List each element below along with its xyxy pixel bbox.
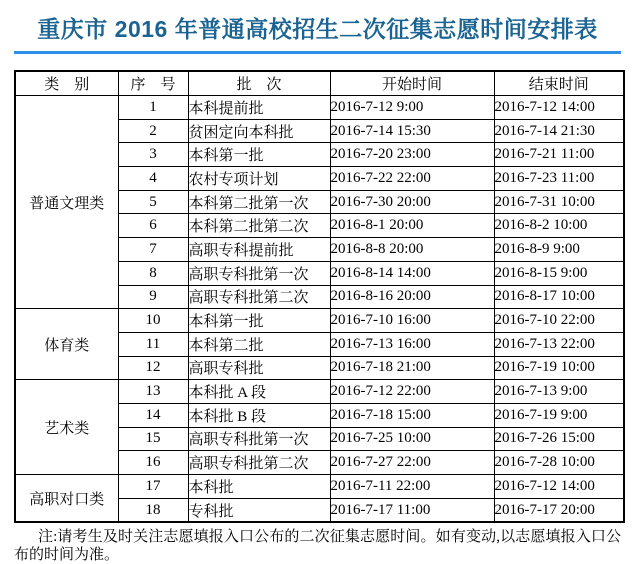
batch-cell: 本科批 bbox=[188, 475, 330, 499]
batch-cell: 本科第二批第二次 bbox=[188, 214, 330, 238]
start-time-cell: 2016-8-16 20:00 bbox=[330, 285, 494, 309]
end-time-cell: 2016-8-2 10:00 bbox=[494, 214, 624, 238]
end-time-cell: 2016-7-19 9:00 bbox=[494, 403, 624, 427]
start-time-cell: 2016-8-1 20:00 bbox=[330, 214, 494, 238]
start-time-cell: 2016-7-13 16:00 bbox=[330, 332, 494, 356]
note-text: 注:请考生及时关注志愿填报入口公布的二次征集志愿时间。如有变动,以志愿填报入口公布的时间为准。 bbox=[14, 529, 621, 564]
category-cell: 高职对口类 bbox=[15, 475, 118, 523]
end-time-cell: 2016-8-17 10:00 bbox=[494, 285, 624, 309]
seq-cell: 1 bbox=[118, 96, 188, 120]
batch-cell: 本科第二批 bbox=[188, 332, 330, 356]
seq-cell: 15 bbox=[118, 427, 188, 451]
batch-cell: 高职专科批第二次 bbox=[188, 451, 330, 475]
seq-cell: 13 bbox=[118, 380, 188, 404]
batch-cell: 专科批 bbox=[188, 498, 330, 522]
start-time-cell: 2016-7-27 22:00 bbox=[330, 451, 494, 475]
batch-cell: 农村专项计划 bbox=[188, 167, 330, 191]
end-time-cell: 2016-7-17 20:00 bbox=[494, 498, 624, 522]
batch-cell: 本科提前批 bbox=[188, 96, 330, 120]
start-time-cell: 2016-8-8 20:00 bbox=[330, 238, 494, 262]
page-title: 重庆市 2016 年普通高校招生二次征集志愿时间安排表 bbox=[37, 16, 598, 42]
batch-cell: 高职专科批第一次 bbox=[188, 427, 330, 451]
column-header-batch: 批 次 bbox=[188, 71, 330, 96]
end-time-cell: 2016-7-14 21:30 bbox=[494, 119, 624, 143]
end-time-cell: 2016-7-10 22:00 bbox=[494, 309, 624, 333]
start-time-cell: 2016-8-14 14:00 bbox=[330, 261, 494, 285]
seq-cell: 12 bbox=[118, 356, 188, 380]
seq-cell: 5 bbox=[118, 190, 188, 214]
seq-cell: 10 bbox=[118, 309, 188, 333]
seq-cell: 4 bbox=[118, 167, 188, 191]
batch-cell: 本科第一批 bbox=[188, 143, 330, 167]
table-row bbox=[15, 309, 624, 333]
seq-cell: 9 bbox=[118, 285, 188, 309]
end-time-cell: 2016-8-15 9:00 bbox=[494, 261, 624, 285]
batch-cell: 本科批 A 段 bbox=[188, 380, 330, 404]
batch-cell: 贫困定向本科批 bbox=[188, 119, 330, 143]
batch-cell: 本科第二批第一次 bbox=[188, 190, 330, 214]
start-time-cell: 2016-7-11 22:00 bbox=[330, 475, 494, 499]
end-time-cell: 2016-7-19 10:00 bbox=[494, 356, 624, 380]
start-time-cell: 2016-7-14 15:30 bbox=[330, 119, 494, 143]
seq-cell: 3 bbox=[118, 143, 188, 167]
start-time-cell: 2016-7-20 23:00 bbox=[330, 143, 494, 167]
end-time-cell: 2016-7-12 14:00 bbox=[494, 475, 624, 499]
end-time-cell: 2016-7-12 14:00 bbox=[494, 96, 624, 120]
start-time-cell: 2016-7-18 21:00 bbox=[330, 356, 494, 380]
column-header-category: 类 别 bbox=[15, 71, 118, 96]
start-time-cell: 2016-7-30 20:00 bbox=[330, 190, 494, 214]
table-header-row bbox=[15, 71, 624, 96]
batch-cell: 本科批 B 段 bbox=[188, 403, 330, 427]
seq-cell: 16 bbox=[118, 451, 188, 475]
end-time-cell: 2016-7-23 11:00 bbox=[494, 167, 624, 191]
end-time-cell: 2016-7-13 9:00 bbox=[494, 380, 624, 404]
start-time-cell: 2016-7-22 22:00 bbox=[330, 167, 494, 191]
batch-cell: 高职专科提前批 bbox=[188, 238, 330, 262]
end-time-cell: 2016-7-28 10:00 bbox=[494, 451, 624, 475]
category-cell: 艺术类 bbox=[15, 380, 118, 475]
start-time-cell: 2016-7-12 22:00 bbox=[330, 380, 494, 404]
seq-cell: 6 bbox=[118, 214, 188, 238]
start-time-cell: 2016-7-10 16:00 bbox=[330, 309, 494, 333]
seq-cell: 18 bbox=[118, 498, 188, 522]
end-time-cell: 2016-8-9 9:00 bbox=[494, 238, 624, 262]
table-row bbox=[15, 475, 624, 499]
start-time-cell: 2016-7-18 15:00 bbox=[330, 403, 494, 427]
seq-cell: 17 bbox=[118, 475, 188, 499]
category-cell: 体育类 bbox=[15, 309, 118, 380]
start-time-cell: 2016-7-17 11:00 bbox=[330, 498, 494, 522]
seq-cell: 7 bbox=[118, 238, 188, 262]
schedule-table-body bbox=[15, 96, 624, 523]
seq-cell: 8 bbox=[118, 261, 188, 285]
title-divider-rule bbox=[14, 51, 621, 54]
batch-cell: 本科第一批 bbox=[188, 309, 330, 333]
column-header-seq: 序 号 bbox=[118, 71, 188, 96]
end-time-cell: 2016-7-13 22:00 bbox=[494, 332, 624, 356]
end-time-cell: 2016-7-21 11:00 bbox=[494, 143, 624, 167]
end-time-cell: 2016-7-26 15:00 bbox=[494, 427, 624, 451]
column-header-end-time: 结束时间 bbox=[494, 71, 624, 96]
batch-cell: 高职专科批第二次 bbox=[188, 285, 330, 309]
column-header-start-time: 开始时间 bbox=[330, 71, 494, 96]
seq-cell: 2 bbox=[118, 119, 188, 143]
seq-cell: 11 bbox=[118, 332, 188, 356]
schedule-table bbox=[14, 70, 625, 523]
start-time-cell: 2016-7-25 10:00 bbox=[330, 427, 494, 451]
seq-cell: 14 bbox=[118, 403, 188, 427]
table-row bbox=[15, 380, 624, 404]
category-cell: 普通文理类 bbox=[15, 96, 118, 309]
batch-cell: 高职专科批第一次 bbox=[188, 261, 330, 285]
batch-cell: 高职专科批 bbox=[188, 356, 330, 380]
end-time-cell: 2016-7-31 10:00 bbox=[494, 190, 624, 214]
start-time-cell: 2016-7-12 9:00 bbox=[330, 96, 494, 120]
table-row bbox=[15, 96, 624, 120]
